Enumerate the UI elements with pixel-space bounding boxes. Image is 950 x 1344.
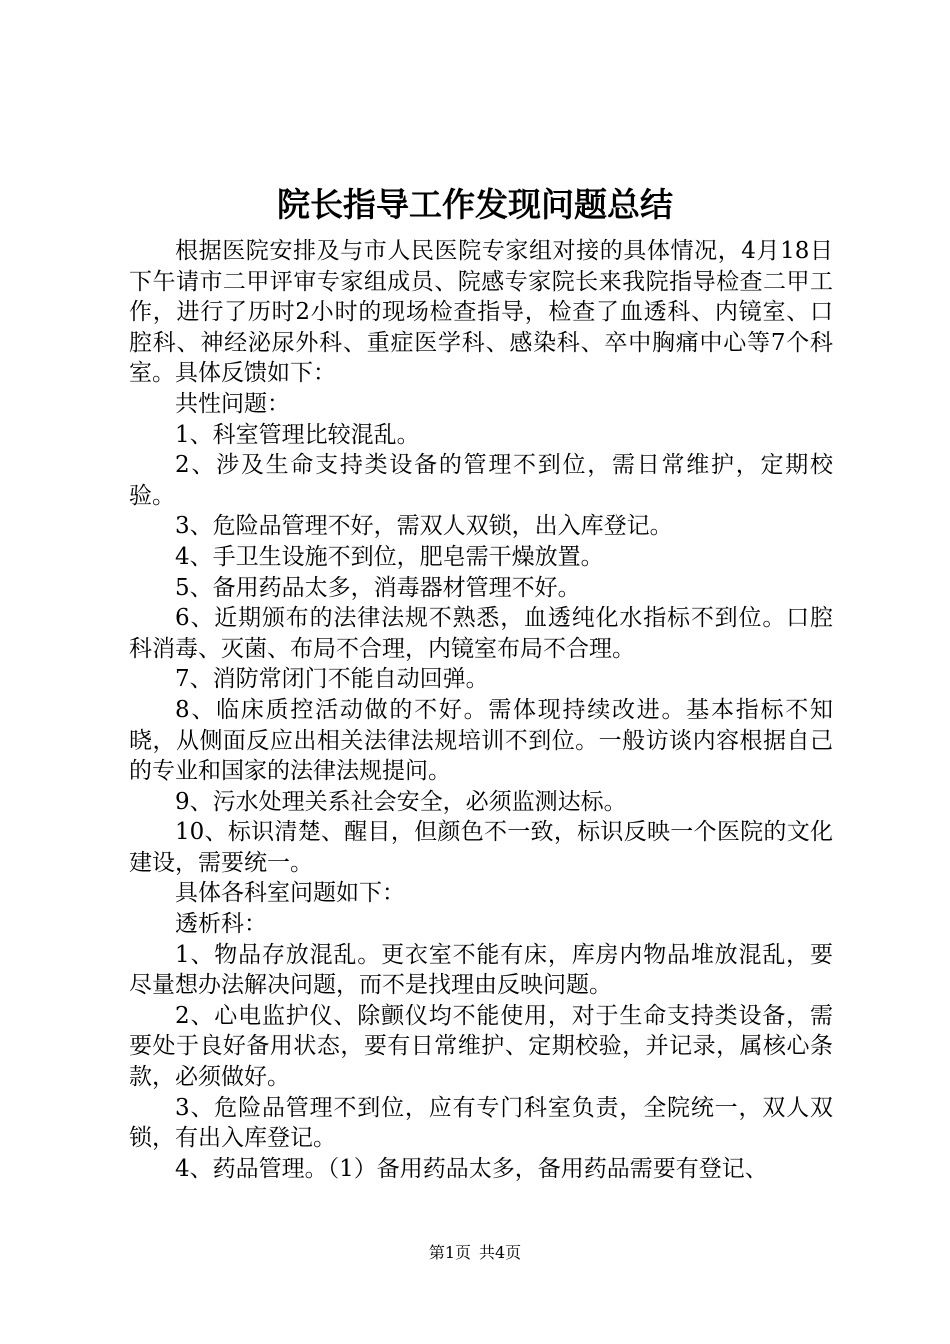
- list-item: 1、物品存放混乱。更衣室不能有床，库房内物品堆放混乱，要尽量想办法解决问题，而不是找理由反映问题。: [129, 941, 833, 999]
- list-item: 3、危险品管理不到位，应有专门科室负责，全院统一，双人双锁，有出入库登记。: [129, 1094, 833, 1152]
- list-item: 10、标识清楚、醒目，但颜色不一致，标识反映一个医院的文化建设，需要统一。: [129, 819, 833, 876]
- list-item: 2、心电监护仪、除颤仪均不能使用，对于生命支持类设备，需要处于良好备用状态，要有日常维护、定期校验，并记录，属核心条款，必须做好。: [129, 1002, 833, 1091]
- intro-paragraph: 根据医院安排及与市人民医院专家组对接的具体情况，4月18日下午请市二甲评审专家组成员、院感专家院长来我院指导检查二甲工作，进行了历时2小时的现场检查指导，检查了血透科、内镜室、口腔科、神经泌尿外科、重症医学科、感染科、卒中胸痛中心等7个科室。具体反馈如下：: [129, 238, 833, 387]
- list-item: 3、危险品管理不好，需双人双锁，出入库登记。: [175, 513, 673, 540]
- document-title: 院长指导工作发现问题总结: [277, 185, 673, 224]
- list-item: 7、消防常闭门不能自动回弹。: [175, 666, 489, 693]
- list-item: 8、临床质控活动做的不好。需体现持续改进。基本指标不知晓，从侧面反应出相关法律法规培训不到位。一般访谈内容根据自己的专业和国家的法律法规提问。: [129, 696, 833, 785]
- list-item: 2、涉及生命支持类设备的管理不到位，需日常维护，定期校验。: [129, 452, 833, 509]
- list-item: 9、污水处理关系社会安全，必须监测达标。: [175, 788, 627, 815]
- document-body: [129, 236, 833, 1184]
- page-total: 共4页: [479, 1243, 522, 1262]
- page-footer: [0, 1243, 950, 1263]
- list-item: 4、手卫生设施不到位，肥皂需干燥放置。: [175, 543, 604, 570]
- list-item: 1、科室管理比较混乱。: [175, 421, 420, 448]
- section-heading-common-issues: 共性问题：: [175, 390, 290, 417]
- page-number: 第1页: [428, 1243, 471, 1262]
- list-item: 4、药品管理。（1）备用药品太多，备用药品需要有登记、: [175, 1155, 768, 1182]
- list-item: 6、近期颁布的法律法规不熟悉，血透纯化水指标不到位。口腔科消毒、灭菌、布局不合理，内镜室布局不合理。: [129, 605, 833, 662]
- subsection-heading-dialysis: 透析科：: [175, 911, 267, 938]
- section-heading-department-issues: 具体各科室问题如下：: [175, 880, 405, 907]
- list-item: 5、备用药品太多，消毒器材管理不好。: [175, 574, 581, 601]
